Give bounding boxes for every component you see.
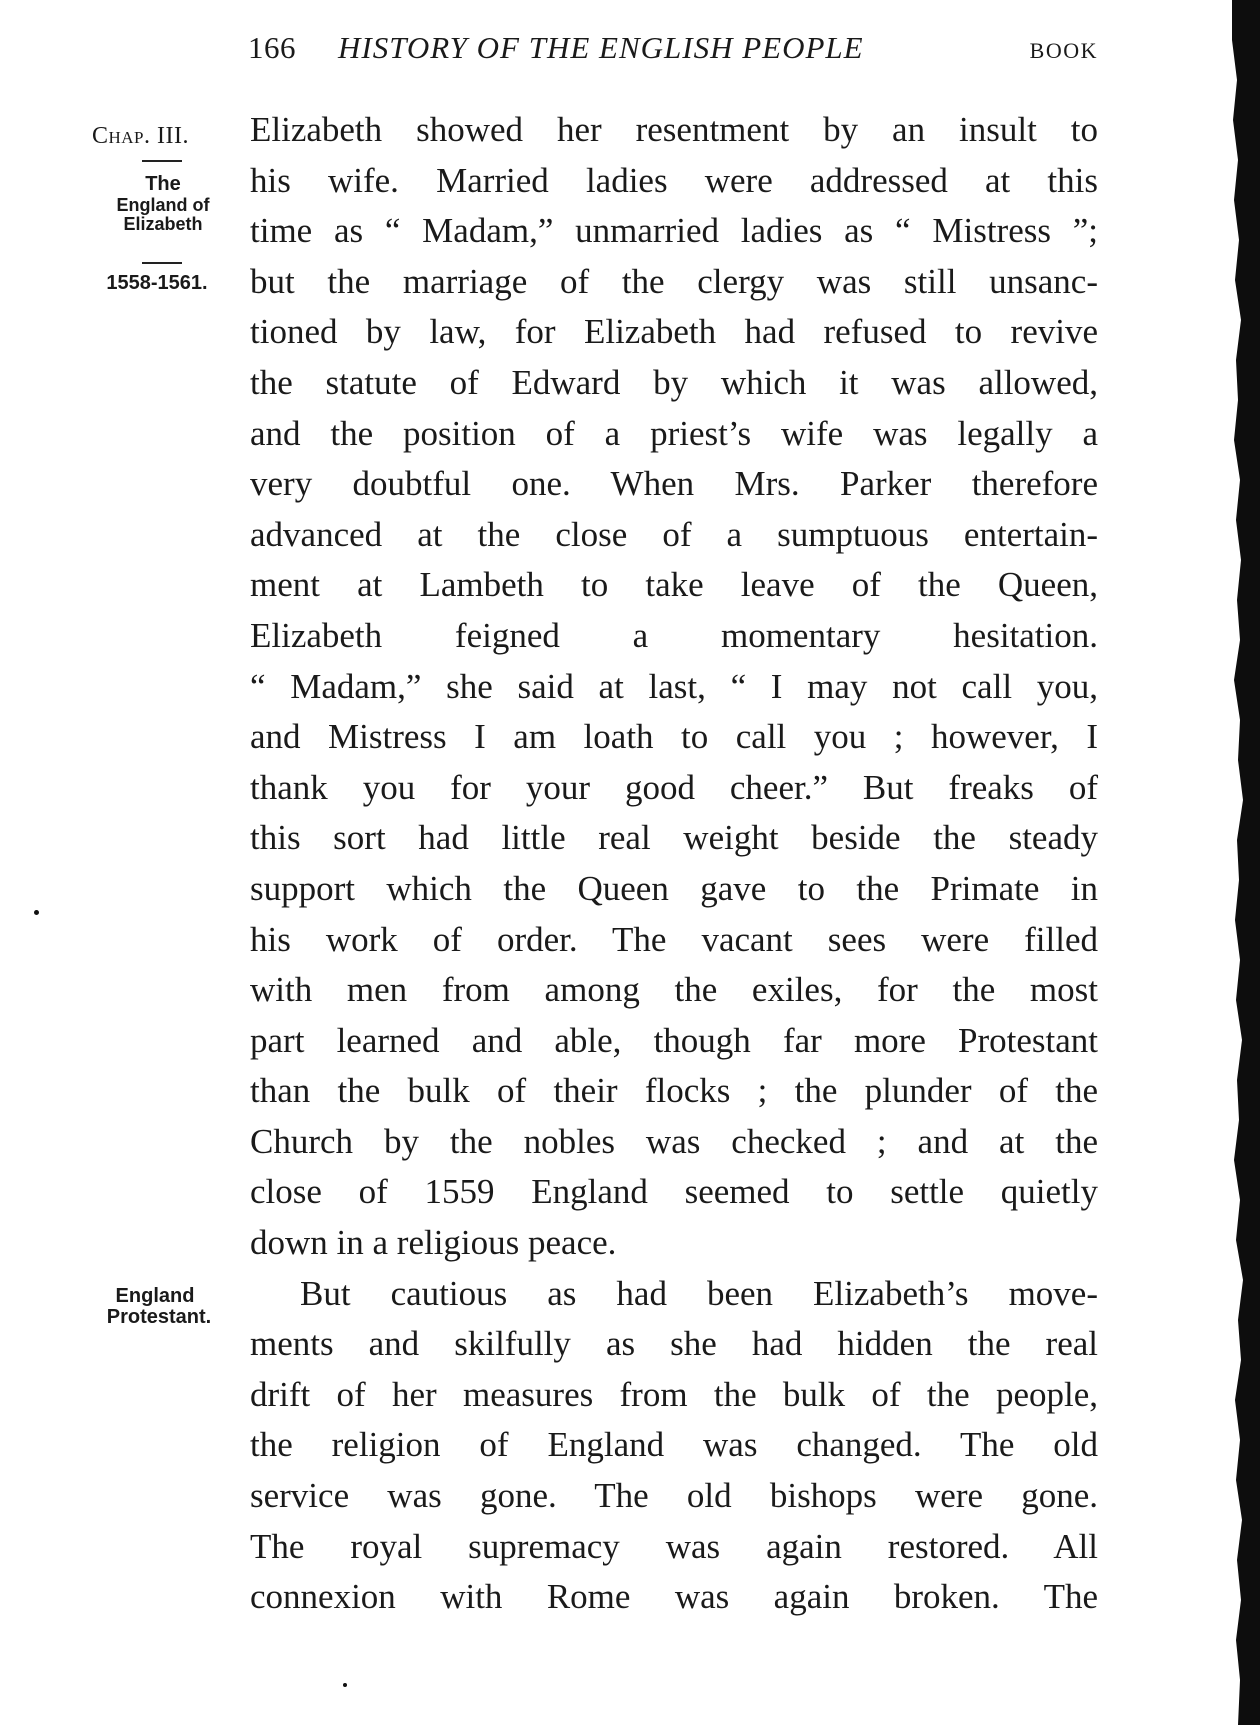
chapter-label: Chap. III.: [92, 123, 189, 149]
text-line: The royal supremacy was again restored. All: [250, 1526, 1098, 1566]
text-line: Church by the nobles was checked ; and at the: [250, 1121, 1098, 1161]
text-line: and the position of a priest’s wife was legally a: [250, 413, 1098, 453]
text-line: the statute of Edward by which it was allowed,: [250, 362, 1098, 402]
running-title: HISTORY OF THE ENGLISH PEOPLE: [338, 30, 864, 65]
text-line: support which the Queen gave to the Primate in: [250, 868, 1098, 908]
page-number: 166: [248, 30, 296, 65]
text-line: “ Madam,” she said at last, “ I may not call you,: [250, 666, 1098, 706]
text-line: service was gone. The old bishops were gone.: [250, 1476, 1098, 1516]
text-line: and Mistress I am loath to call you ; however, I: [250, 717, 1098, 757]
text-line: thank you for your good cheer.” But freaks of: [250, 767, 1098, 807]
ink-speck: [34, 910, 39, 915]
running-head: [248, 30, 1098, 78]
text-line: close of 1559 England seemed to settle quietly: [250, 1172, 1098, 1212]
section-title-line-1: The: [145, 173, 181, 195]
margin-rule-top: [142, 160, 182, 162]
text-line: but the marriage of the clergy was still unsanc-: [250, 261, 1098, 301]
side-note-line-1: England: [115, 1285, 195, 1307]
text-line: very doubtful one. When Mrs. Parker therefore: [250, 464, 1098, 504]
text-line: down in a religious peace.: [250, 1223, 617, 1263]
text-line: the religion of England was changed. The old: [250, 1425, 1098, 1465]
body-text: [250, 105, 1098, 1623]
text-line: ments and skilfully as she had hidden the real: [250, 1324, 1098, 1364]
text-line: drift of her measures from the bulk of the people,: [250, 1374, 1098, 1414]
text-line: ment at Lambeth to take leave of the Queen,: [250, 565, 1098, 605]
date-range: 1558-1561.: [106, 272, 208, 294]
text-line: this sort had little real weight beside the steady: [250, 818, 1098, 858]
book-label: BOOK: [1029, 38, 1098, 63]
text-line: his wife. Married ladies were addressed at this: [250, 160, 1098, 200]
text-line: connexion with Rome was again broken. The: [250, 1577, 1098, 1617]
side-note-line-2: Protestant.: [106, 1306, 212, 1328]
text-line: his work of order. The vacant sees were filled: [250, 919, 1098, 959]
text-line: tioned by law, for Elizabeth had refused to revive: [250, 312, 1098, 352]
section-title-line-2: England of: [116, 195, 210, 215]
text-line: advanced at the close of a sumptuous entertain-: [250, 514, 1098, 554]
text-line: than the bulk of their flocks ; the plunder of the: [250, 1071, 1098, 1111]
page-edge-shadow: [1210, 0, 1260, 1725]
text-line: But cautious as had been Elizabeth’s move-: [300, 1273, 1098, 1313]
text-line: time as “ Madam,” unmarried ladies as “ Mistress ”;: [250, 211, 1098, 251]
text-line: Elizabeth feigned a momentary hesitation.: [250, 615, 1098, 655]
text-line: with men from among the exiles, for the most: [250, 970, 1098, 1010]
text-line: Elizabeth showed her resentment by an insult to: [250, 110, 1098, 149]
text-line: part learned and able, though far more Protestant: [250, 1020, 1098, 1060]
margin-rule-bottom: [142, 262, 182, 264]
section-title-line-3: Elizabeth: [123, 214, 203, 234]
ink-speck: [343, 1683, 347, 1687]
